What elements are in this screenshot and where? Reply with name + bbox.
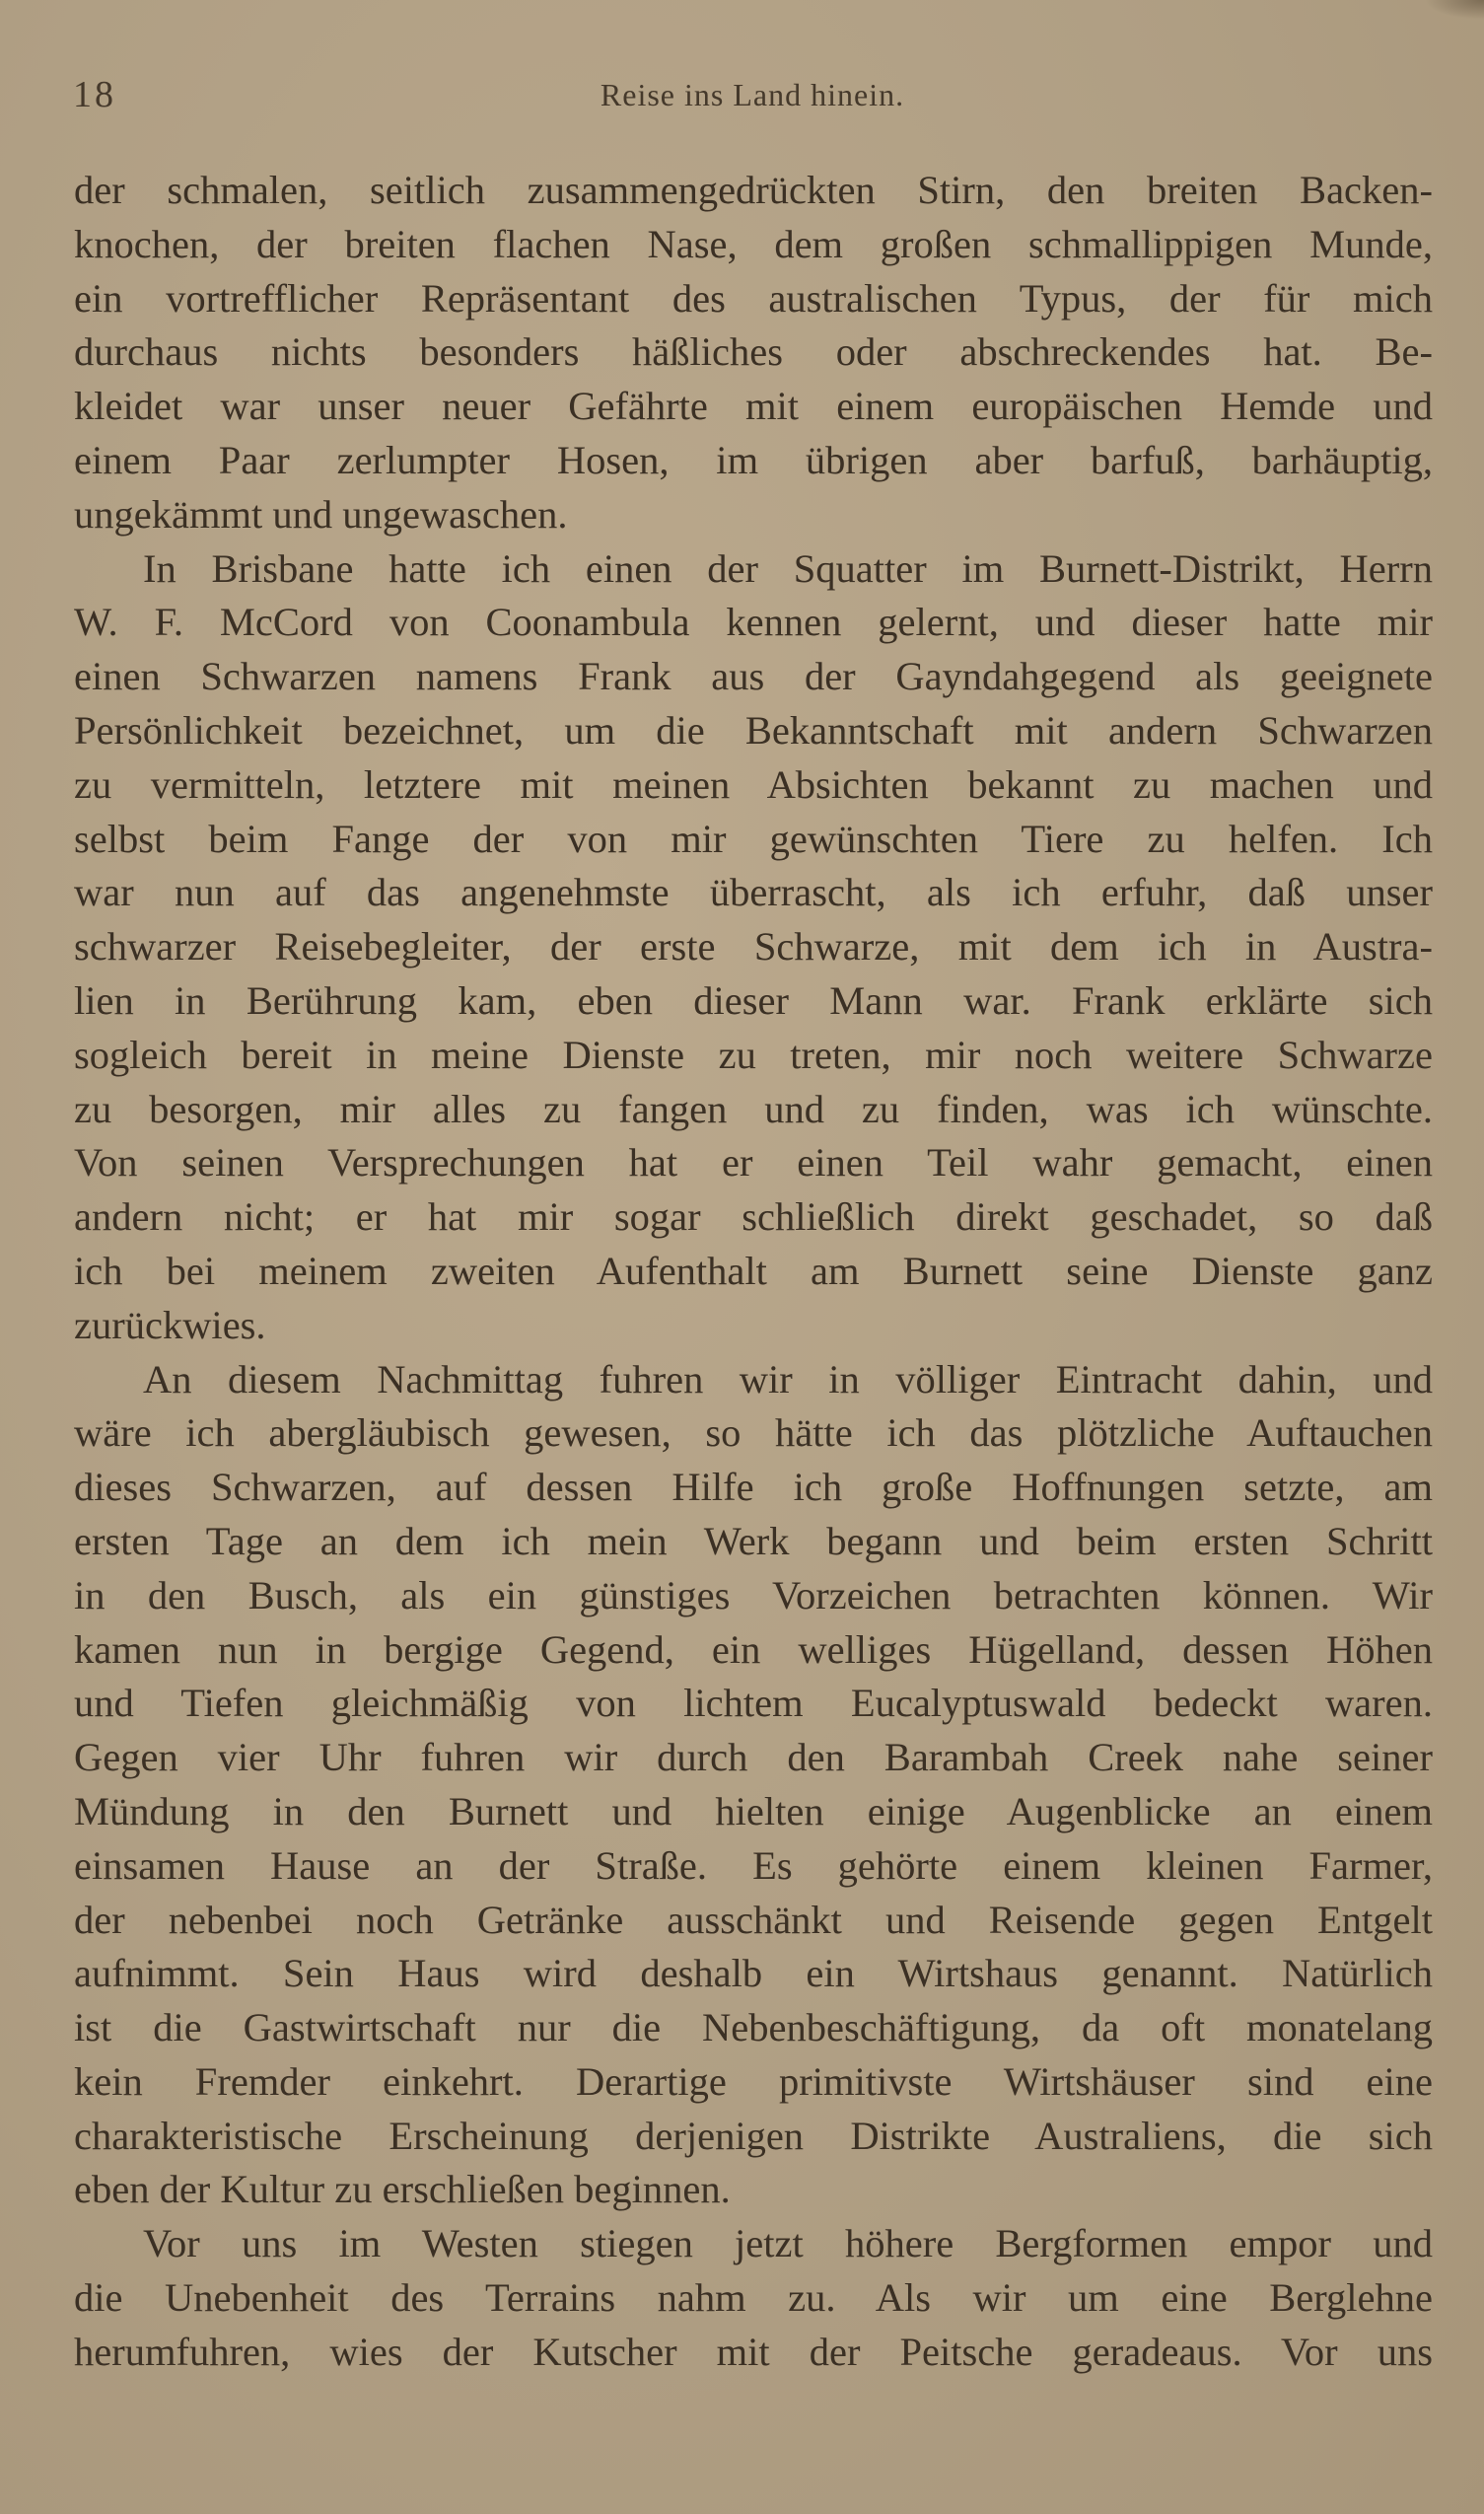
text-line: knochen, der breiten flachen Nase, dem großen schmallippigen Munde, — [74, 221, 1433, 266]
text-line: charakteristische Erscheinung derjenigen Distrikte Australiens, die sich — [74, 2113, 1433, 2158]
text-line: aufnimmt. Sein Haus wird deshalb ein Wirtshaus genannt. Natürlich — [74, 1951, 1433, 1996]
text-line: einem Paar zerlumpter Hosen, im übrigen aber barfuß, barhäuptig, — [74, 437, 1433, 482]
text-line: ist die Gastwirtschaft nur die Nebenbeschäftigung, da oft monatelang — [74, 2005, 1433, 2050]
page-header — [73, 73, 1434, 132]
text-line: ersten Tage an dem ich mein Werk begann und beim ersten Schritt — [74, 1518, 1433, 1563]
text-line: der schmalen, seitlich zusammengedrückten Stirn, den breiten Backen- — [74, 168, 1433, 212]
text-line: Von seinen Versprechungen hat er einen Teil wahr gemacht, einen — [74, 1140, 1433, 1185]
text-line: kleidet war unser neuer Gefährte mit einem europäischen Hemde und — [74, 384, 1433, 429]
text-line: einen Schwarzen namens Frank aus der Gayndahgegend als geeignete — [74, 654, 1433, 699]
text-line: kein Fremder einkehrt. Derartige primitivste Wirtshäuser sind eine — [74, 2058, 1433, 2104]
page-corner-shadow — [1425, 0, 1484, 20]
text-line: zu besorgen, mir alles zu fangen und zu finden, was ich wünschte. — [74, 1086, 1433, 1131]
text-line: eben der Kultur zu erschließen beginnen. — [74, 2167, 731, 2212]
text-line: In Brisbane hatte ich einen der Squatter im Burnett-Distrikt, Herrn — [143, 545, 1433, 591]
text-line: zurückwies. — [74, 1302, 266, 1347]
text-line: An diesem Nachmittag fuhren wir in völliger Eintracht dahin, und — [143, 1356, 1433, 1401]
body-text — [74, 164, 1433, 2380]
text-line: durchaus nichts besonders häßliches oder abschreckendes hat. Be- — [74, 329, 1433, 375]
text-line: herumfuhren, wies der Kutscher mit der Peitsche geradeaus. Vor uns — [74, 2329, 1433, 2374]
text-line: und Tiefen gleichmäßig von lichtem Eucalyptuswald bedeckt waren. — [74, 1681, 1433, 1726]
text-line: Persönlichkeit bezeichnet, um die Bekanntschaft mit andern Schwarzen — [74, 707, 1433, 753]
text-line: ein vortrefflicher Repräsentant des australischen Typus, der für mich — [74, 275, 1433, 321]
page-number: 18 — [73, 74, 116, 115]
text-line: Vor uns im Westen stiegen jetzt höhere Bergformen empor und — [143, 2221, 1433, 2266]
text-line: Gegen vier Uhr fuhren wir durch den Barambah Creek nahe seiner — [74, 1735, 1433, 1780]
text-line: ungekämmt und ungewaschen. — [74, 491, 568, 537]
text-line: schwarzer Reisebegleiter, der erste Schwarze, mit dem ich in Austra- — [74, 924, 1433, 970]
text-line: zu vermitteln, letztere mit meinen Absichten bekannt zu machen und — [74, 761, 1433, 807]
text-line: einsamen Hause an der Straße. Es gehörte einem kleinen Farmer, — [74, 1842, 1433, 1888]
text-line: wäre ich abergläubisch gewesen, so hätte ich das plötzliche Auftauchen — [74, 1410, 1433, 1456]
running-head: Reise ins Land hinein. — [600, 77, 905, 112]
text-line: selbst beim Fange der von mir gewünschten Tiere zu helfen. Ich — [74, 816, 1433, 861]
text-line: die Unebenheit des Terrains nahm zu. Als wir um eine Berglehne — [74, 2275, 1433, 2321]
text-line: dieses Schwarzen, auf dessen Hilfe ich große Hoffnungen setzte, am — [74, 1465, 1433, 1510]
text-line: sogleich bereit in meine Dienste zu treten, mir noch weitere Schwarze — [74, 1032, 1433, 1077]
text-line: war nun auf das angenehmste überrascht, als ich erfuhr, daß unser — [74, 870, 1433, 915]
text-line: ich bei meinem zweiten Aufenthalt am Burnett seine Dienste ganz — [74, 1248, 1433, 1293]
text-line: lien in Berührung kam, eben dieser Mann war. Frank erklärte sich — [74, 977, 1433, 1023]
text-line: W. F. McCord von Coonambula kennen gelernt, und dieser hatte mir — [74, 600, 1433, 645]
text-line: der nebenbei noch Getränke ausschänkt und Reisende gegen Entgelt — [74, 1897, 1433, 1942]
text-line: Mündung in den Burnett und hielten einige Augenblicke an einem — [74, 1788, 1433, 1833]
text-line: kamen nun in bergige Gegend, ein welliges Hügelland, dessen Höhen — [74, 1626, 1433, 1672]
text-line: andern nicht; er hat mir sogar schließlich direkt geschadet, so daß — [74, 1194, 1433, 1240]
text-line: in den Busch, als ein günstiges Vorzeichen betrachten können. Wir — [74, 1572, 1433, 1617]
